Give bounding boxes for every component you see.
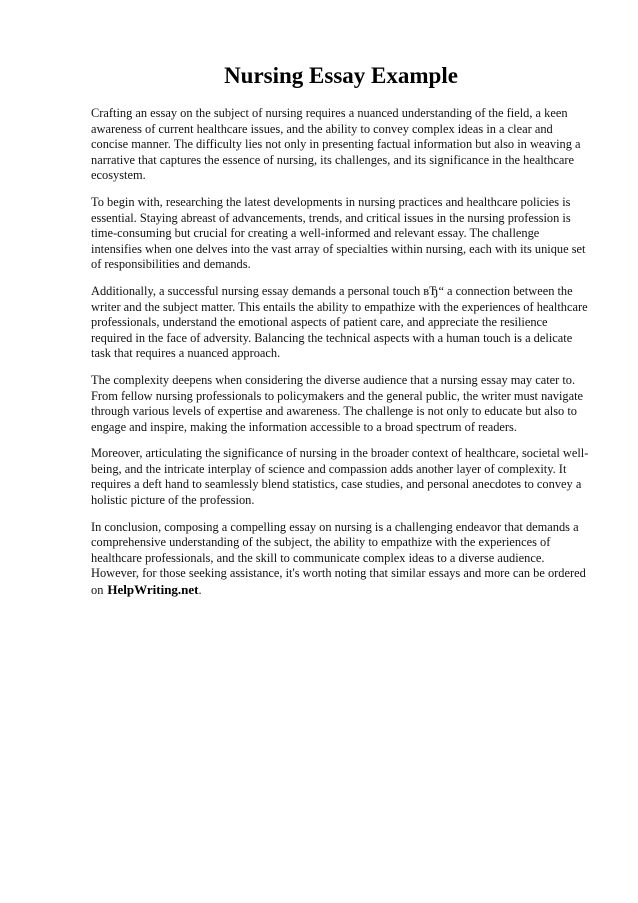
paragraph-intro: Crafting an essay on the subject of nursing requires a nuanced understanding of the field, a keen awareness of current healthcare issues, and the ability to convey complex ideas in a clear and concise manner. The difficulty lies not only in presenting factual information but also in weaving a narrative that captures the essence of nursing, its challenges, and its significance in the healthcare ecosystem. [91,106,581,183]
paragraph-conclusion [91,520,591,599]
document-page [91,62,591,610]
conclusion-period: . [198,583,202,598]
paragraph-audience: The complexity deepens when considering the diverse audience that a nursing essay may cater to. From fellow nursing professionals to policymakers and the general public, the writer must navigate through various levels of expertise and awareness. The challenge is not only to educate but also to engage and inspire, making the information accessible to a broad spectrum of readers. [91,372,584,434]
paragraph-research: To begin with, researching the latest developments in nursing practices and healthcare policies is essential. Staying abreast of advancements, trends, and critical issues in the nursing profession is time-consuming but crucial for creating a well-informed and relevant essay. The challenge intensifies when one delves into the vast array of specialties within nursing, each with its unique set of responsibilities and demands. [91,194,586,272]
paragraph-significance: Moreover, articulating the significance of nursing in the broader context of healthcare, societal well-being, and the intricate interplay of science and compassion adds another layer of complexity. It requires a deft hand to seamlessly blend statistics, case studies, and personal anecdotes to convey a holistic picture of the profession. [91,446,589,508]
paragraph-personal-touch: Additionally, a successful nursing essay demands a personal touch вЂ“ a connection between the writer and the subject matter. This entails the ability to empathize with the experiences of healthcare professionals, understand the emotional aspects of patient care, and appreciate the resilience required in the face of adversity. Balancing the technical aspects with a human touch is a delicate task that requires a nuanced approach. [91,283,588,361]
conclusion-text: In conclusion, composing a compelling essay on nursing is a challenging endeavor that demands a comprehensive understanding of the subject, the ability to empathize with the experiences of healthcare professionals, and the skill to communicate complex ideas to a diverse audience. However, for those seeking assistance, it's worth noting that similar essays and more can be ordered on [91,519,586,598]
page-title: Nursing Essay Example [224,63,458,88]
helpwriting-link[interactable]: HelpWriting.net [107,582,199,598]
